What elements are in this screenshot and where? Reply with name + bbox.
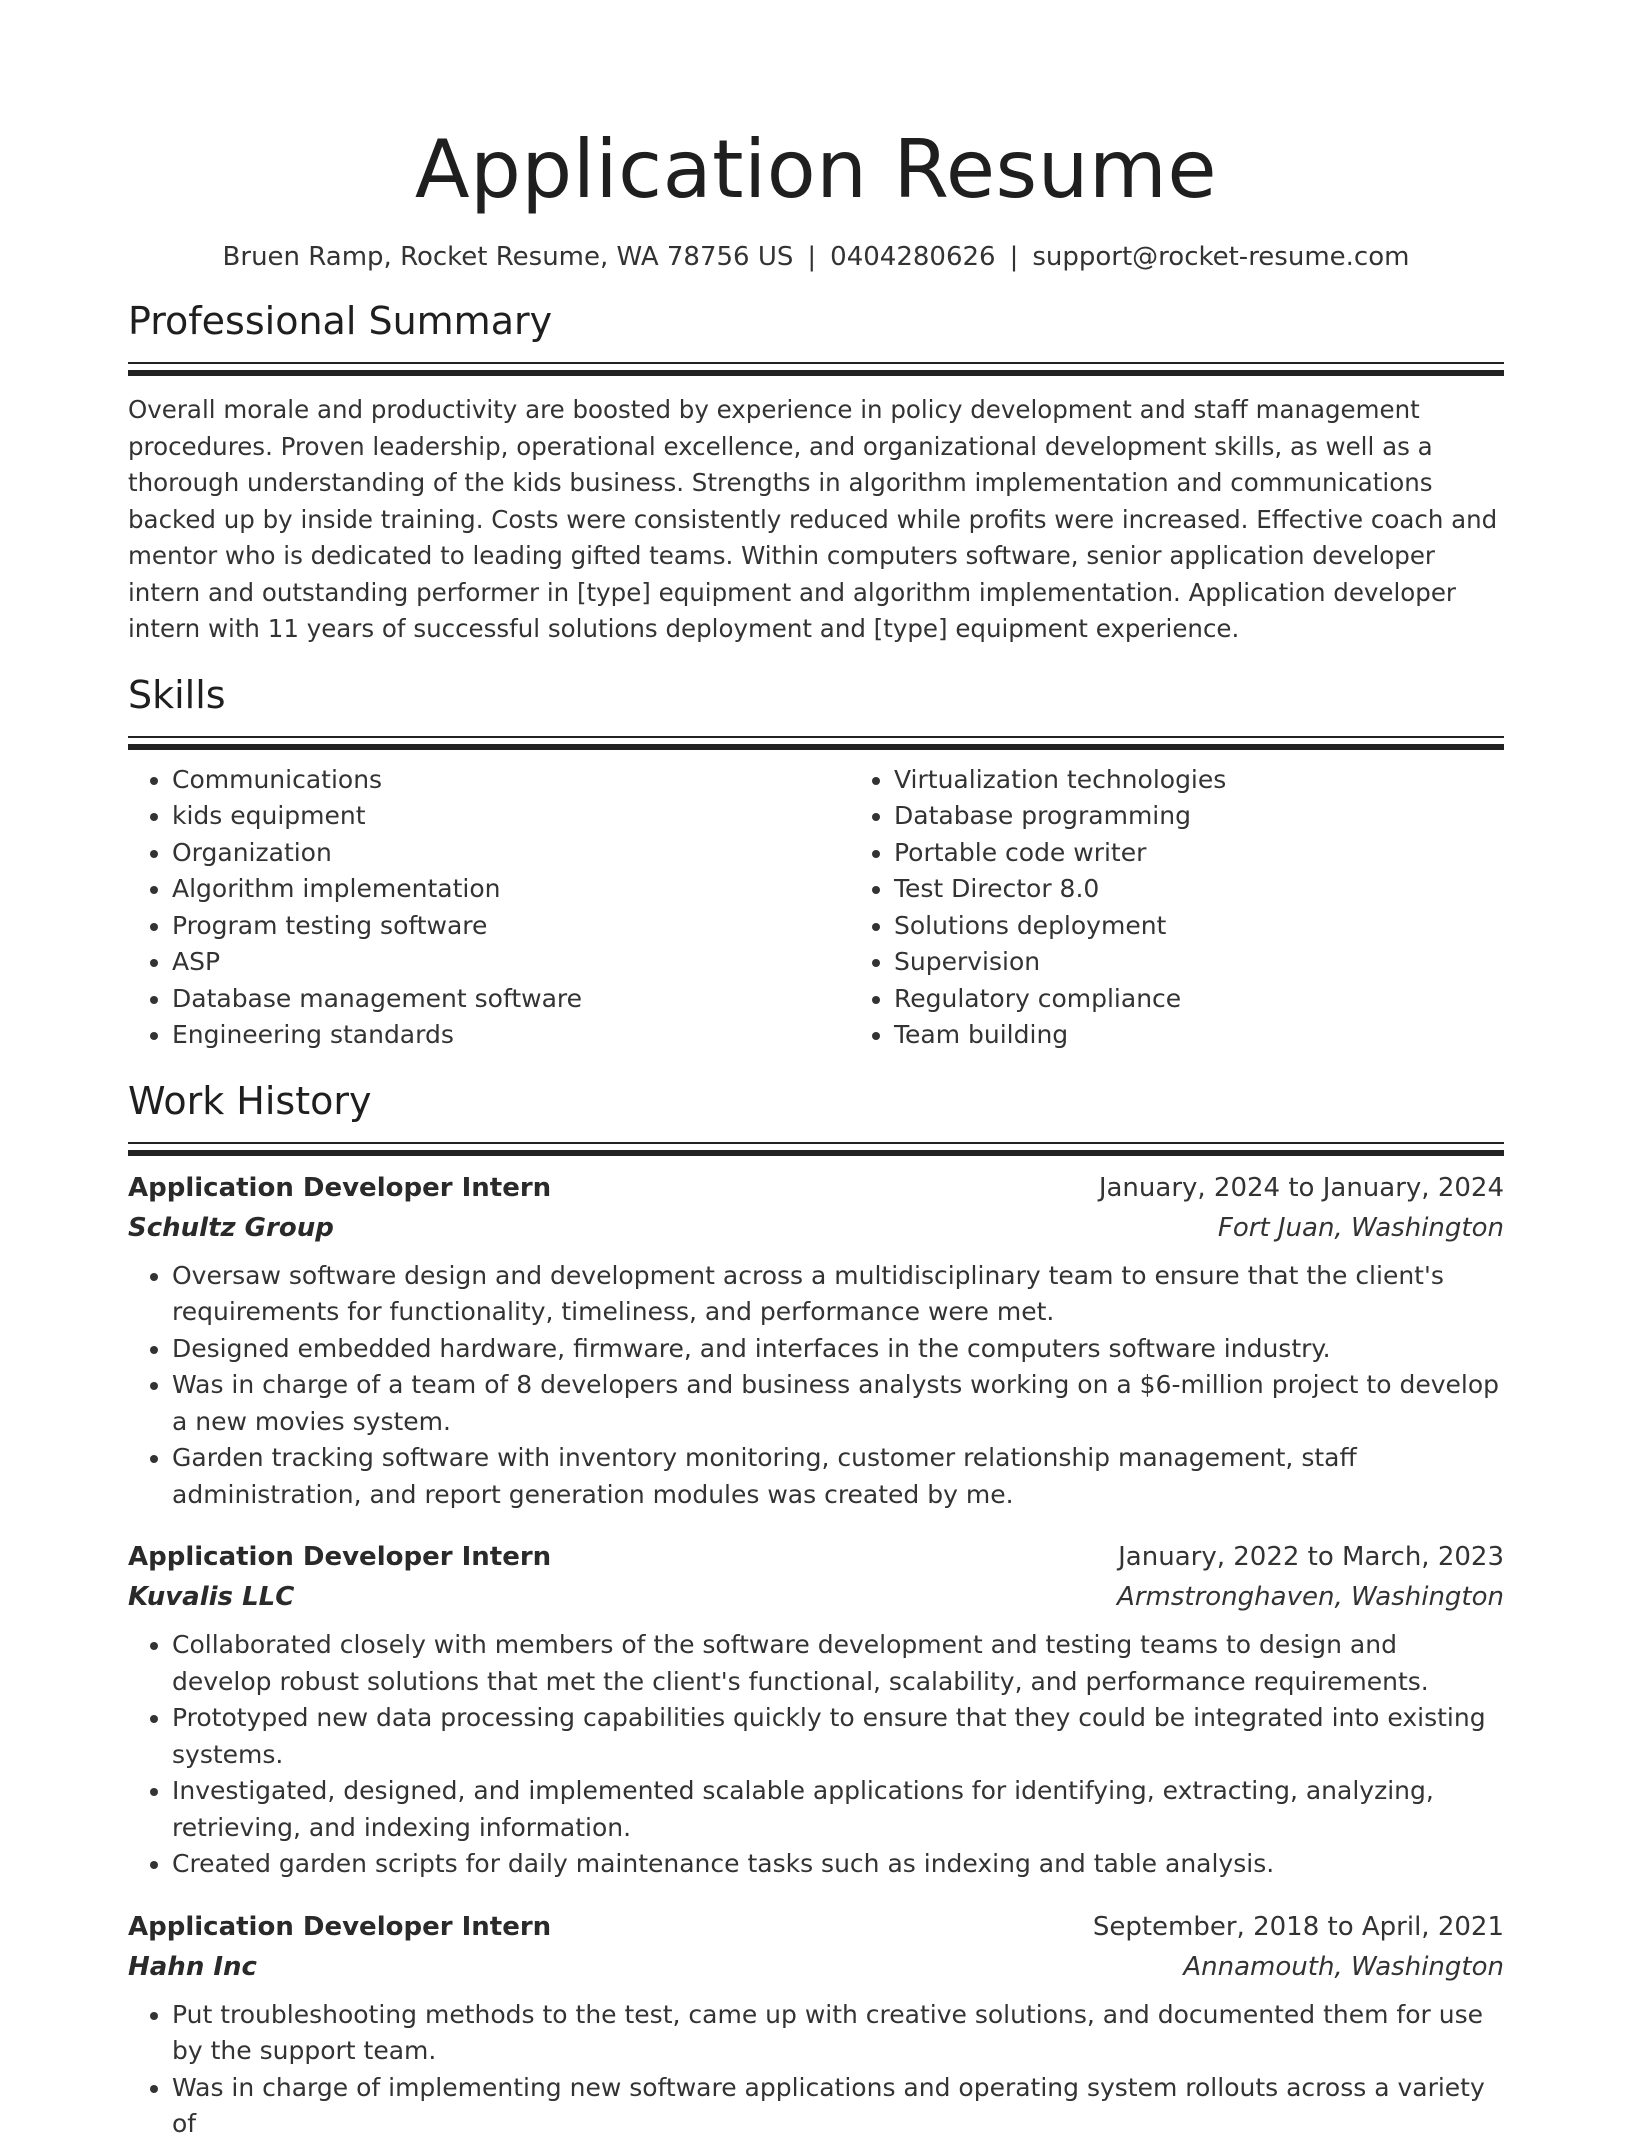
section-heading: Skills xyxy=(128,672,226,717)
job-header xyxy=(128,1537,1504,1577)
resume-title: Application Resume xyxy=(414,123,1218,216)
skill-item: • Supervision xyxy=(894,944,1572,981)
skill-item: • Engineering standards xyxy=(172,1017,850,1054)
skill-item: • Communications xyxy=(172,762,850,799)
skill-item: • Virtualization technologies xyxy=(894,762,1572,799)
job-dates: January, 2022 to March, 2023 xyxy=(1118,1542,1504,1572)
job-dates: September, 2018 to April, 2021 xyxy=(1092,1911,1504,1942)
job-bullet: • Prototyped new data processing capabilities quickly to ensure that they could be integrated into existing systems. xyxy=(172,1700,1504,1773)
skill-item: • Solutions deployment xyxy=(894,908,1572,945)
job-bullet: • Was in charge of implementing new software applications and operating system rollouts across a variety of xyxy=(172,2070,1504,2143)
skill-item: • kids equipment xyxy=(172,798,850,835)
job-location: Armstronghaven, Washington xyxy=(1117,1582,1504,1612)
skill-item: • Portable code writer xyxy=(894,835,1572,872)
job-location: Annamouth, Washington xyxy=(1183,1951,1504,1982)
job-bullet: • Oversaw software design and development across a multidisciplinary team to ensure that the client's requirements for functionality, timeliness, and performance were met. xyxy=(172,1258,1504,1331)
job-dates: January, 2024 to January, 2024 xyxy=(1098,1172,1504,1203)
contact-email: support@rocket-resume.com xyxy=(1032,242,1410,272)
contact-line xyxy=(128,240,1504,274)
job-bullets xyxy=(128,1627,1504,1883)
resume-content xyxy=(128,0,1504,2143)
job-subheader xyxy=(128,1208,1504,1248)
job-entry xyxy=(128,1907,1504,2143)
job-subheader xyxy=(128,1947,1504,1987)
job-company: Kuvalis LLC xyxy=(128,1582,295,1612)
skill-item: • ASP xyxy=(172,944,850,981)
section-divider xyxy=(128,736,1504,750)
skill-item: • Database management software xyxy=(172,981,850,1018)
job-bullets xyxy=(128,1258,1504,1514)
professional-summary-section xyxy=(128,296,1504,648)
job-title: Application Developer Intern xyxy=(128,1172,552,1203)
job-entry xyxy=(128,1168,1504,1514)
job-entry xyxy=(128,1537,1504,1883)
skill-item: • Program testing software xyxy=(172,908,850,945)
skill-item: • Team building xyxy=(894,1017,1572,1054)
skill-item: • Organization xyxy=(172,835,850,872)
job-bullet: • Created garden scripts for daily maintenance tasks such as indexing and table analysis. xyxy=(172,1846,1504,1883)
summary-text: Overall morale and productivity are boosted by experience in policy development and staff management procedures. Proven leadership, operational excellence, and organizational development skills, as well as a thorough understanding of the kids business. Strengths in algorithm implementation and communications backed up by inside training. Costs were consistently reduced while profits were increased. Effective coach and mentor who is dedicated to leading gifted teams. Within computers software, senior application developer intern and outstanding performer in [type] equipment and algorithm implementation. Application developer intern with 11 years of successful solutions deployment and [type] equipment experience. xyxy=(128,395,1498,643)
job-bullets xyxy=(128,1997,1504,2143)
contact-separator: | xyxy=(1009,242,1019,272)
section-heading: Work History xyxy=(128,1078,372,1123)
skills-list-left xyxy=(128,762,850,1054)
job-title: Application Developer Intern xyxy=(128,1542,552,1572)
job-title: Application Developer Intern xyxy=(128,1911,552,1942)
skills-columns xyxy=(128,762,1504,1054)
section-divider xyxy=(128,362,1504,376)
job-company: Hahn Inc xyxy=(128,1951,257,1982)
job-bullet: • Designed embedded hardware, firmware, and interfaces in the computers software industry. xyxy=(172,1331,1504,1368)
job-bullet: • Put troubleshooting methods to the test, came up with creative solutions, and documented them for use by the support team. xyxy=(172,1997,1504,2070)
work-history-section xyxy=(128,1076,1504,2143)
skills-section xyxy=(128,670,1504,1054)
skill-item: • Algorithm implementation xyxy=(172,871,850,908)
skill-item: • Database programming xyxy=(894,798,1572,835)
skill-item: • Test Director 8.0 xyxy=(894,871,1572,908)
job-bullet: • Garden tracking software with inventory monitoring, customer relationship management, staff administration, and report generation modules was created by me. xyxy=(172,1440,1504,1513)
skills-list-right xyxy=(850,762,1572,1054)
job-company: Schultz Group xyxy=(128,1212,334,1243)
job-bullet: • Was in charge of a team of 8 developers and business analysts working on a $6-million project to develop a new movies system. xyxy=(172,1367,1504,1440)
job-header xyxy=(128,1168,1504,1208)
contact-phone: 0404280626 xyxy=(830,242,996,272)
skill-item: • Regulatory compliance xyxy=(894,981,1572,1018)
job-location: Fort Juan, Washington xyxy=(1217,1212,1504,1243)
job-bullet: • Collaborated closely with members of the software development and testing teams to design and develop robust solutions that met the client's functional, scalability, and performance requirements. xyxy=(172,1627,1504,1700)
section-divider xyxy=(128,1142,1504,1156)
job-bullet: • Investigated, designed, and implemented scalable applications for identifying, extracting, analyzing, retrieving, and indexing information. xyxy=(172,1773,1504,1846)
contact-address: Bruen Ramp, Rocket Resume, WA 78756 US xyxy=(222,242,794,272)
contact-separator: | xyxy=(807,242,817,272)
job-subheader xyxy=(128,1577,1504,1617)
job-header xyxy=(128,1907,1504,1947)
section-heading: Professional Summary xyxy=(128,299,553,343)
